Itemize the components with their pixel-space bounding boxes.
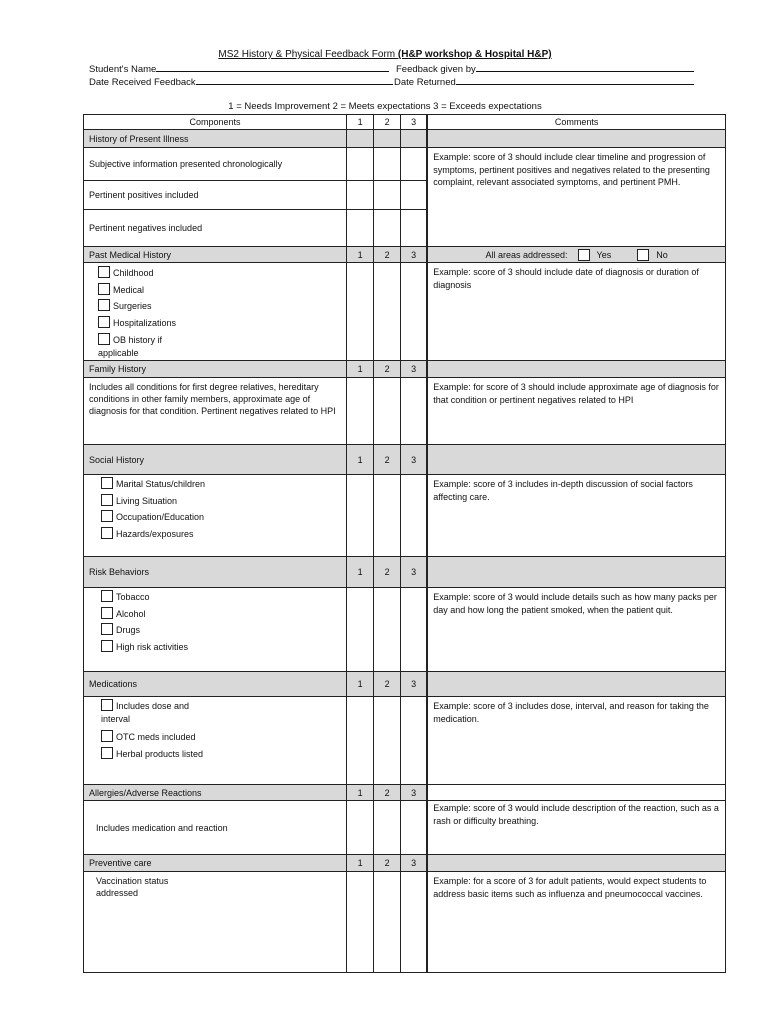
score-cell-1[interactable] (347, 697, 374, 785)
score-cell-3[interactable] (401, 378, 427, 445)
feedback-given-row (396, 62, 694, 75)
section-title: Risk Behaviors (84, 557, 347, 588)
section-risk-behaviors (84, 557, 726, 588)
checkbox[interactable] (101, 699, 113, 711)
checklist-label: Tobacco (116, 592, 150, 602)
checklist-label: Occupation/Education (116, 512, 205, 522)
allergies-body (84, 801, 726, 855)
section-medications (84, 672, 726, 697)
score-cell-1[interactable] (347, 475, 374, 557)
allergies-text: Includes medication and reaction (84, 801, 347, 855)
checklist-label: Alcohol (116, 608, 146, 619)
comment-cell[interactable] (428, 801, 726, 855)
score-cell-1[interactable] (347, 148, 374, 181)
section-preventive-care (84, 855, 726, 872)
checkbox[interactable] (101, 730, 113, 742)
comment-cell[interactable] (428, 148, 726, 247)
checkbox[interactable] (98, 299, 110, 311)
no-label: No (656, 249, 668, 260)
score-cell-3[interactable] (401, 872, 427, 973)
example-text: Example: score of 3 includes dose, interval, and reason for taking the medication. (433, 701, 709, 724)
hpi-item: Pertinent positives included (84, 181, 347, 210)
social-history-checklist (84, 475, 347, 557)
score-2[interactable]: 2 (374, 785, 401, 801)
score-cell-2[interactable] (374, 130, 401, 148)
scale-legend: 1 = Needs Improvement 2 = Meets expectations 3 = Exceeds expectations (228, 101, 542, 112)
preventive-care-text (84, 872, 347, 973)
checkbox[interactable] (101, 640, 113, 652)
score-cell-1[interactable] (347, 130, 374, 148)
family-history-body (84, 378, 726, 445)
checklist-label: OTC meds included (116, 732, 196, 742)
col-comments: Comments (428, 115, 726, 130)
score-cell-3[interactable] (401, 210, 427, 247)
date-received-label: Date Received Feedback (89, 77, 196, 88)
section-title: History of Present Illness (84, 130, 347, 148)
col-score-2: 2 (374, 115, 401, 130)
score-3[interactable]: 3 (401, 445, 427, 475)
student-name-row (89, 62, 389, 75)
preventive-care-body (84, 872, 726, 973)
comment-cell[interactable] (428, 872, 726, 973)
pmh-checklist (84, 263, 347, 361)
score-cell-3[interactable] (401, 130, 427, 148)
example-text: Example: score of 3 should include clear timeline and progression of symptoms, pertinent positives and negatives related to the presenting complaint, relevant associated symptoms, and pertinent PMH. (433, 152, 710, 187)
family-history-text: Includes all conditions for first degree relatives, hereditary conditions in other family members, approximate age of diagnosis for that condition. Pertinent negatives related to HPI (84, 378, 347, 445)
checkbox[interactable] (101, 747, 113, 759)
checklist-label: Surgeries (113, 301, 152, 311)
score-2[interactable]: 2 (374, 672, 401, 697)
score-cell-1[interactable] (347, 263, 374, 361)
score-2[interactable]: 2 (374, 247, 401, 263)
column-header-row (84, 115, 726, 130)
checklist-label-cont: applicable (98, 348, 139, 358)
pmh-body (84, 263, 726, 361)
score-1[interactable]: 1 (347, 247, 374, 263)
risk-behaviors-body (84, 588, 726, 672)
score-2[interactable]: 2 (374, 557, 401, 588)
score-3[interactable]: 3 (401, 855, 427, 872)
score-1[interactable]: 1 (347, 855, 374, 872)
comment-cell[interactable] (428, 378, 726, 445)
date-returned-field[interactable] (456, 75, 694, 85)
score-cell-2[interactable] (374, 210, 401, 247)
score-3[interactable]: 3 (401, 672, 427, 697)
checkbox[interactable] (101, 590, 113, 602)
feedback-given-field[interactable] (476, 62, 694, 72)
score-3[interactable]: 3 (401, 361, 427, 378)
section-pmh (84, 247, 726, 263)
hpi-row-1 (84, 148, 726, 181)
comment-cell[interactable] (428, 588, 726, 672)
score-3[interactable]: 3 (401, 785, 427, 801)
score-1[interactable]: 1 (347, 557, 374, 588)
checklist-label: Hospitalizations (113, 317, 177, 328)
score-cell-2[interactable] (374, 148, 401, 181)
checklist-label: High risk activities (116, 641, 189, 652)
score-cell-3[interactable] (401, 181, 427, 210)
date-received-row (89, 75, 393, 88)
comment-cell[interactable] (428, 475, 726, 557)
feedback-table (83, 114, 726, 973)
col-score-1: 1 (347, 115, 374, 130)
checkbox[interactable] (98, 283, 110, 295)
score-cell-2[interactable] (374, 801, 401, 855)
score-cell-1[interactable] (347, 378, 374, 445)
score-cell-3[interactable] (401, 475, 427, 557)
checkbox[interactable] (101, 494, 113, 506)
section-title: Preventive care (84, 855, 347, 872)
score-cell-3[interactable] (401, 801, 427, 855)
example-text: Example: score of 3 should include date of diagnosis or duration of diagnosis (433, 267, 699, 290)
medications-body (84, 697, 726, 785)
checklist-label: Includes dose and (116, 701, 190, 711)
score-cell-2[interactable] (374, 588, 401, 672)
score-cell-2[interactable] (374, 181, 401, 210)
checklist-label: Drugs (116, 625, 141, 635)
comment-cell[interactable] (428, 263, 726, 361)
score-cell-2[interactable] (374, 475, 401, 557)
checkbox[interactable] (101, 607, 113, 619)
date-returned-label: Date Returned (394, 77, 456, 88)
medications-checklist (84, 697, 347, 785)
checkbox[interactable] (101, 510, 113, 522)
score-cell-1[interactable] (347, 801, 374, 855)
checklist-label-cont: interval (101, 714, 131, 724)
score-cell-1[interactable] (347, 210, 374, 247)
col-score-3: 3 (401, 115, 427, 130)
checkbox[interactable] (98, 333, 110, 345)
social-history-body (84, 475, 726, 557)
checklist-label: Marital Status/children (116, 479, 206, 489)
col-components: Components (84, 115, 347, 130)
risk-behaviors-checklist (84, 588, 347, 672)
checklist-label: Herbal products listed (116, 748, 204, 759)
no-checkbox[interactable] (637, 249, 649, 261)
score-cell-1[interactable] (347, 872, 374, 973)
hpi-item: Subjective information presented chronologically (84, 148, 347, 181)
score-cell-2[interactable] (374, 697, 401, 785)
hpi-item: Pertinent negatives included (84, 210, 347, 247)
form-title-text: MS2 History & Physical Feedback Form (218, 49, 398, 60)
checkbox[interactable] (98, 266, 110, 278)
example-text: Example: for a score of 3 for adult patients, would expect students to address basic items such as influenza and pneumococcal vaccines. (433, 876, 707, 899)
section-family-history (84, 361, 726, 378)
form-title-bold: (H&P workshop & Hospital H&P) (397, 49, 552, 60)
score-cell-2[interactable] (374, 263, 401, 361)
student-name-label: Student's Name (89, 64, 157, 75)
feedback-given-label: Feedback given by (396, 64, 476, 75)
example-text: Example: score of 3 includes in-depth discussion of social factors affecting care. (433, 479, 693, 502)
yes-label: Yes (596, 249, 612, 260)
checklist-label: Medical (113, 284, 145, 295)
section-hpi (84, 130, 726, 148)
checklist-label: OB history if (113, 335, 163, 345)
section-title: Family History (84, 361, 347, 378)
example-text: Example: for score of 3 should include approximate age of diagnosis for that condition or pertinent negatives related to HPI (433, 382, 719, 405)
section-title: Allergies/Adverse Reactions (84, 785, 347, 801)
score-cell-2[interactable] (374, 378, 401, 445)
score-1[interactable]: 1 (347, 672, 374, 697)
score-cell-3[interactable] (401, 697, 427, 785)
score-1[interactable]: 1 (347, 785, 374, 801)
section-title: Past Medical History (84, 247, 347, 263)
checklist-label: Living Situation (116, 495, 178, 506)
preventive-care-label: Vaccination status addressed (96, 876, 169, 898)
student-name-field[interactable] (156, 62, 389, 72)
all-areas-label: All areas addressed: (485, 249, 568, 260)
checklist-label: Childhood (113, 268, 154, 278)
example-text: Example: score of 3 would include details such as how many packs per day and how long the patient smoked, when the patient quit. (433, 592, 717, 615)
checkbox[interactable] (98, 316, 110, 328)
score-cell-1[interactable] (347, 588, 374, 672)
checkbox[interactable] (101, 477, 113, 489)
date-received-field[interactable] (196, 75, 393, 85)
score-3[interactable]: 3 (401, 247, 427, 263)
date-returned-row (394, 75, 694, 88)
checkbox[interactable] (101, 623, 113, 635)
section-social-history (84, 445, 726, 475)
section-allergies (84, 785, 726, 801)
form-title (0, 49, 770, 60)
all-areas-cell (428, 247, 726, 263)
score-2[interactable]: 2 (374, 361, 401, 378)
score-cell-1[interactable] (347, 181, 374, 210)
score-2[interactable]: 2 (374, 855, 401, 872)
score-cell-3[interactable] (401, 148, 427, 181)
score-1[interactable]: 1 (347, 361, 374, 378)
checkbox[interactable] (101, 527, 113, 539)
yes-checkbox[interactable] (578, 249, 590, 261)
score-3[interactable]: 3 (401, 557, 427, 588)
checklist-label: Hazards/exposures (116, 528, 194, 539)
score-1[interactable]: 1 (347, 445, 374, 475)
score-cell-2[interactable] (374, 872, 401, 973)
score-cell-3[interactable] (401, 588, 427, 672)
section-title: Social History (84, 445, 347, 475)
comment-cell[interactable] (428, 697, 726, 785)
section-title: Medications (84, 672, 347, 697)
example-text: Example: score of 3 would include description of the reaction, such as a rash or difficulty breathing. (433, 803, 719, 826)
score-2[interactable]: 2 (374, 445, 401, 475)
score-cell-3[interactable] (401, 263, 427, 361)
